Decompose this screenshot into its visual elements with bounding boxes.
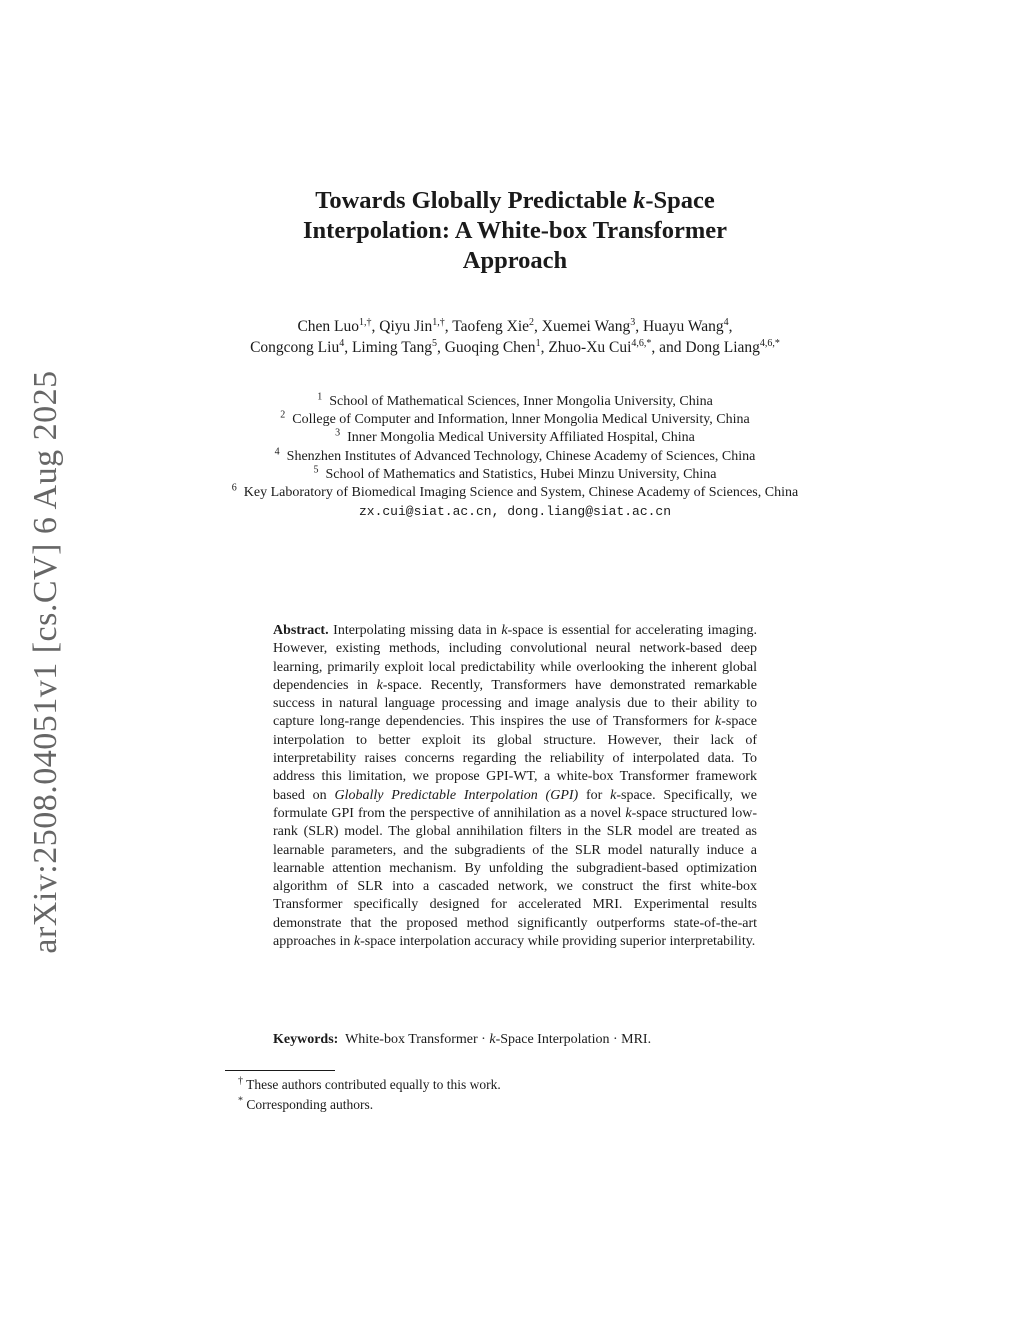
keywords: Keywords: White-box Transformer · k-Space Interpolation · MRI. — [273, 1032, 652, 1047]
footnote: † These authors contributed equally to this work. — [238, 1075, 501, 1092]
affiliation: $^6$ Key Laboratory of Biomedical Imaging Science and System, Chinese Academy of Sciences, China — [231, 482, 799, 501]
abstract: Abstract. Interpolating missing data in k-space is essential for accelerating imaging. However, existing methods, including convolutional neural network-based deep learning, primarily exploit local predictability while overlooking the inherent global dependencies in k-space. Recently, Transformers have demonstrated remarkable success in natural language processing and image analysis due to their ability to capture long-range dependencies. This inspires the use of Transformers for k-space interpolation to better exploit its global structure. However, their lack of interpretability raises concerns regarding the reliability of interpolated data. To address this limitation, we propose GPI-WT, a white-box Transformer framework based on Globally Predictable Interpolation (GPI) for k-space. Specifically, we formulate GPI from the perspective of annihilation as a novel k-space structured low-rank (SLR) model. The global annihilation filters in the SLR model are treated as learnable parameters, and the subgradients of the SLR model naturally induce a learnable attention mechanism. By unfolding the subgradient-based optimization algorithm of SLR into a cascaded network, we construct the first white-box Transformer specifically designed for accelerated MRI. Experimental results demonstrate that the proposed method significantly outperforms state-of-the-art approaches in k-space interpolation accuracy while providing superior interpretability. — [273, 623, 758, 950]
paper-title — [240, 186, 790, 276]
author-list: Chen Luo$^{1,\dagger}$, Qiyu Jin$^{1,\dagger}$, Taofeng Xie$^2$, Xuemei Wang$^3$, Huayu Wang$^4$, Congcong Liu$^4$, Liming Tang$^5$, Guoqing Chen$^1$, Zhuo-Xu Cui$^{4,6,*}$, and Dong Liang$^{4,6,*}$ — [250, 316, 780, 356]
author: Dong Liang$^{4,6,*}$ — [685, 337, 780, 356]
author: Qiyu Jin$^{1,\dagger}$ — [379, 316, 445, 335]
title-line-1: Towards Globally Predictable k-Space — [315, 187, 715, 214]
affiliation: $^4$ Shenzhen Institutes of Advanced Technology, Chinese Academy of Sciences, China — [274, 445, 756, 464]
contact-emails: zx.cui@siat.ac.cn, dong.liang@siat.ac.cn — [358, 504, 672, 520]
affiliation-list — [210, 393, 820, 521]
author: Xuemei Wang$^3$ — [541, 316, 636, 335]
keywords-label: Keywords: — [273, 1032, 339, 1047]
affiliation: $^5$ School of Mathematics and Statistics, Hubei Minzu University, China — [313, 464, 717, 482]
arxiv-side-stamp: arXiv:2508.04051v1 [cs.CV] 6 Aug 2025 — [27, 370, 64, 954]
affiliation: $^2$ College of Computer and Information, lnner Mongolia Medical University, China — [280, 409, 750, 428]
author: Guoqing Chen$^1$ — [444, 337, 541, 356]
author: Huayu Wang$^4$ — [642, 316, 729, 335]
author: Taofeng Xie$^2$ — [452, 316, 535, 335]
footnotes — [238, 1075, 798, 1114]
affiliation: $^3$ Inner Mongolia Medical University Affiliated Hospital, China — [335, 427, 695, 446]
author: Congcong Liu$^4$ — [250, 337, 345, 356]
title-line-2: Interpolation: A White-box Transformer — [303, 217, 727, 244]
abstract-label: Abstract. — [273, 623, 329, 638]
footnote-rule — [225, 1070, 335, 1071]
author: Liming Tang$^5$ — [351, 337, 437, 356]
affiliation: $^1$ School of Mathematical Sciences, Inner Mongolia University, China — [317, 391, 713, 409]
title-line-3: Approach — [462, 247, 568, 274]
author: Zhuo-Xu Cui$^{4,6,*}$ — [548, 337, 652, 356]
footnote: * Corresponding authors. — [238, 1095, 374, 1112]
author: Chen Luo$^{1,\dagger}$ — [297, 316, 372, 335]
